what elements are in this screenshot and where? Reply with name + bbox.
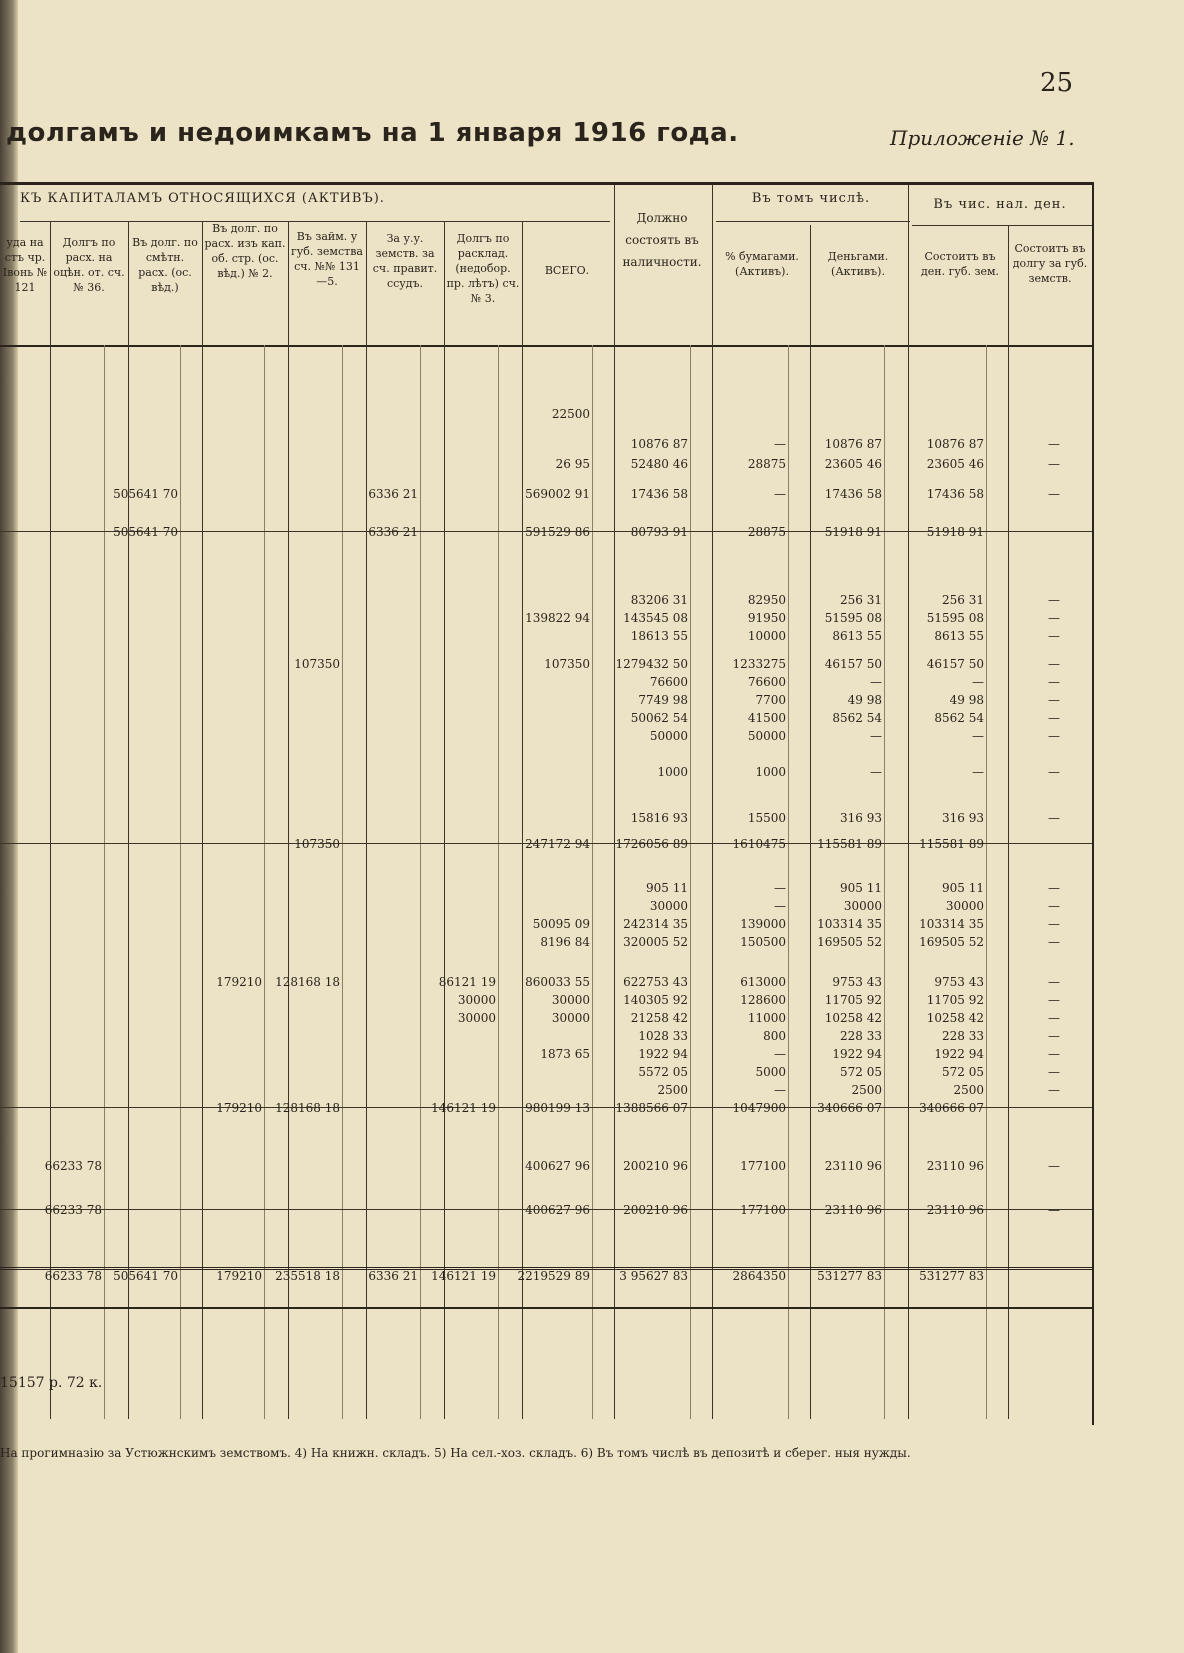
table-cell: 1047900 — [732, 1101, 786, 1115]
table-cell: 572 05 — [840, 1065, 882, 1079]
table-cell: 177100 — [740, 1203, 786, 1217]
header-col-h: ВСЕГО. — [544, 264, 590, 277]
table-cell: 22500 — [551, 407, 590, 421]
table-cell: 572 05 — [942, 1065, 984, 1079]
header-col-j: % бумагами. (Активъ). — [725, 250, 799, 278]
table-cell: 107350 — [294, 657, 340, 671]
table-cell: 80793 91 — [630, 525, 688, 539]
table-cell: 30000 — [945, 899, 984, 913]
table-cell: — — [1048, 1083, 1060, 1097]
header-col-d: Въ долг. по расх. изъ кап. об. стр. (ос. вѣд.) № 2. — [204, 222, 286, 280]
table-cell: — — [870, 765, 882, 779]
table-cell: — — [774, 899, 786, 913]
table-cell: 247172 94 — [525, 837, 590, 851]
table-cell: 49 98 — [949, 693, 984, 707]
table-cell: 28875 — [747, 525, 786, 539]
table-cell: — — [1048, 975, 1060, 989]
table-cell: 143545 08 — [623, 611, 688, 625]
table-cell: 76600 — [649, 675, 688, 689]
table-cell: 8562 54 — [934, 711, 984, 725]
header-col-f: За у.у. земств. за сч. правит. ссудъ. — [372, 232, 438, 290]
table-cell: — — [1048, 1159, 1060, 1173]
table-cell: 82950 — [747, 593, 786, 607]
table-cell: 86121 19 — [438, 975, 496, 989]
table-cell: 1726056 89 — [615, 837, 688, 851]
table-cell: 8196 84 — [540, 935, 590, 949]
table-cell: — — [774, 437, 786, 451]
table-cell: 1873 65 — [540, 1047, 590, 1061]
table-cell: 531277 83 — [919, 1269, 984, 1283]
table-cell: 200210 96 — [623, 1159, 688, 1173]
table-cell: — — [1048, 1065, 1060, 1079]
table-cell: 66233 78 — [44, 1159, 102, 1173]
table-cell: — — [1048, 917, 1060, 931]
table-cell: 569002 91 — [525, 487, 590, 501]
table-cell: — — [1048, 611, 1060, 625]
table-cell: — — [870, 675, 882, 689]
table-bottom-rule — [0, 1307, 1092, 1309]
table-cell: — — [1048, 729, 1060, 743]
table-cell: 200210 96 — [623, 1203, 688, 1217]
table-cell: 340666 07 — [919, 1101, 984, 1115]
table-cell: 235518 18 — [275, 1269, 340, 1283]
header-col-l: Состоитъ въ ден. губ. зем. — [920, 250, 1000, 278]
table-cell: 23110 96 — [824, 1203, 882, 1217]
table-cell: — — [1048, 693, 1060, 707]
header-col-b: Долгъ по расх. на оцѣн. от. сч. № 36. — [53, 236, 125, 294]
table-cell: 2864350 — [732, 1269, 786, 1283]
col-line — [614, 185, 615, 1419]
table-cell: 41500 — [747, 711, 786, 725]
header-col-i: Должно состоять въ наличности. — [622, 211, 702, 269]
table-cell: 905 11 — [646, 881, 688, 895]
header-col-m: Состоитъ въ долгу за губ. земств. — [1012, 242, 1088, 285]
table-cell: 613000 — [740, 975, 786, 989]
table-cell: 66233 78 — [44, 1269, 102, 1283]
table-cell: 30000 — [551, 993, 590, 1007]
table-cell: — — [1048, 437, 1060, 451]
table-cell: 228 33 — [942, 1029, 984, 1043]
table-cell: 256 31 — [840, 593, 882, 607]
table-cell: 26 95 — [555, 457, 590, 471]
col-line — [908, 185, 909, 1419]
table-cell: 1388566 07 — [615, 1101, 688, 1115]
table-cell: 115581 89 — [919, 837, 984, 851]
table-cell: 15816 93 — [630, 811, 688, 825]
table-cell: 169505 52 — [817, 935, 882, 949]
table-cell: 905 11 — [942, 881, 984, 895]
table-cell: 622753 43 — [623, 975, 688, 989]
table-cell: — — [1048, 487, 1060, 501]
table-cell: 228 33 — [840, 1029, 882, 1043]
ledger-table — [0, 182, 1094, 1425]
table-cell: 15500 — [747, 811, 786, 825]
table-cell: 76600 — [747, 675, 786, 689]
table-cell: 18613 55 — [630, 629, 688, 643]
table-cell: — — [1048, 1203, 1060, 1217]
table-cell: 8613 55 — [832, 629, 882, 643]
table-cell: 5000 — [755, 1065, 786, 1079]
table-cell: 2500 — [953, 1083, 984, 1097]
table-cell: 50062 54 — [630, 711, 688, 725]
table-cell: 51918 91 — [926, 525, 984, 539]
page-number: 25 — [1040, 68, 1074, 98]
table-cell: 23110 96 — [926, 1203, 984, 1217]
table-cell: 30000 — [551, 1011, 590, 1025]
table-cell: 46157 50 — [926, 657, 984, 671]
table-cell: 46157 50 — [824, 657, 882, 671]
table-cell: — — [1048, 811, 1060, 825]
table-cell: — — [972, 729, 984, 743]
header-group-of-which: Въ томъ числѣ. — [751, 191, 871, 206]
table-cell: 340666 07 — [817, 1101, 882, 1115]
table-cell: 179210 — [216, 975, 262, 989]
table-cell: 177100 — [740, 1159, 786, 1173]
table-cell: 17436 58 — [926, 487, 984, 501]
appendix-label: Приложенiе № 1. — [890, 126, 1075, 150]
table-cell: — — [1048, 657, 1060, 671]
table-cell: 30000 — [457, 1011, 496, 1025]
header-col-c: Въ долг. по смѣтн. расх. (ос. вѣд.) — [132, 236, 198, 294]
table-cell: 23605 46 — [926, 457, 984, 471]
table-cell: 146121 19 — [431, 1269, 496, 1283]
table-cell: 6336 21 — [368, 1269, 418, 1283]
table-cell: 51595 08 — [926, 611, 984, 625]
table-cell: — — [774, 881, 786, 895]
table-cell: 140305 92 — [623, 993, 688, 1007]
table-cell: 400627 96 — [525, 1203, 590, 1217]
table-cell: — — [1048, 765, 1060, 779]
table-cell: 10876 87 — [824, 437, 882, 451]
table-cell: 316 93 — [942, 811, 984, 825]
header-col-k: Деньгами. (Активъ). — [827, 250, 889, 278]
table-cell: 3 95627 83 — [619, 1269, 688, 1283]
table-cell: 11705 92 — [926, 993, 984, 1007]
table-cell: — — [1048, 675, 1060, 689]
table-cell: 1028 33 — [638, 1029, 688, 1043]
table-cell: 505641 70 — [113, 525, 178, 539]
table-cell: — — [774, 1083, 786, 1097]
table-cell: 30000 — [457, 993, 496, 1007]
table-cell: 1922 94 — [638, 1047, 688, 1061]
table-cell: — — [1048, 899, 1060, 913]
table-cell: 10258 42 — [824, 1011, 882, 1025]
table-cell: 21258 42 — [630, 1011, 688, 1025]
table-cell: 10876 87 — [630, 437, 688, 451]
table-cell: 400627 96 — [525, 1159, 590, 1173]
table-cell: 8562 54 — [832, 711, 882, 725]
table-cell: — — [774, 1047, 786, 1061]
table-cell: 10258 42 — [926, 1011, 984, 1025]
table-cell: — — [1048, 629, 1060, 643]
table-cell: 1233275 — [732, 657, 786, 671]
table-cell: — — [972, 675, 984, 689]
table-cell: — — [1048, 457, 1060, 471]
table-cell: 905 11 — [840, 881, 882, 895]
table-cell: 9753 43 — [832, 975, 882, 989]
table-cell: 17436 58 — [630, 487, 688, 501]
table-cell: 169505 52 — [919, 935, 984, 949]
table-cell: 28875 — [747, 457, 786, 471]
table-cell: 23110 96 — [926, 1159, 984, 1173]
header-col-g: Долгъ по расклад. (недобор. пр. лѣтъ) сч. № 3. — [446, 232, 520, 305]
table-cell: 115581 89 — [817, 837, 882, 851]
table-cell: 50000 — [747, 729, 786, 743]
table-cell: — — [870, 729, 882, 743]
table-cell: 66233 78 — [44, 1203, 102, 1217]
table-cell: 51595 08 — [824, 611, 882, 625]
table-cell: 107350 — [544, 657, 590, 671]
table-cell: 83206 31 — [630, 593, 688, 607]
table-cell: 91950 — [747, 611, 786, 625]
col-line — [712, 185, 713, 1419]
table-cell: 52480 46 — [630, 457, 688, 471]
header-col-a: уда на стъ чр. Iвонь № 121 — [2, 236, 48, 294]
table-cell: 860033 55 — [525, 975, 590, 989]
table-cell: 2500 — [851, 1083, 882, 1097]
table-cell: — — [1048, 593, 1060, 607]
header-bottom-rule — [0, 345, 1092, 347]
table-cell: 9753 43 — [934, 975, 984, 989]
table-cell: 128168 18 — [275, 1101, 340, 1115]
table-cell: — — [774, 487, 786, 501]
header-col-e: Въ займ. у губ. земства сч. №№ 131—5. — [291, 230, 363, 288]
table-cell: 49 98 — [847, 693, 882, 707]
table-cell: — — [1048, 881, 1060, 895]
table-cell: 23605 46 — [824, 457, 882, 471]
page-title: долгамъ и недоимкамъ на 1 января 1916 года. — [6, 118, 739, 148]
table-cell: 505641 70 — [113, 487, 178, 501]
table-cell: 242314 35 — [623, 917, 688, 931]
table-cell: 17436 58 — [824, 487, 882, 501]
table-cell: 316 93 — [840, 811, 882, 825]
footnotes: На прогимназiю за Устюжнскимъ земствомъ. 4) На книжн. складъ. 5) На сел.-хоз. складъ. 6) Въ томъ числѣ въ депозитѣ и сберег. ныя нужды. — [0, 1446, 911, 1460]
table-cell: — — [972, 765, 984, 779]
table-cell: 50095 09 — [532, 917, 590, 931]
table-cell: 256 31 — [942, 593, 984, 607]
table-cell: 1922 94 — [934, 1047, 984, 1061]
table-cell: 800 — [763, 1029, 786, 1043]
table-cell: 11000 — [747, 1011, 786, 1025]
table-cell: 11705 92 — [824, 993, 882, 1007]
table-cell: 30000 — [843, 899, 882, 913]
table-cell: 128168 18 — [275, 975, 340, 989]
table-cell: 2500 — [657, 1083, 688, 1097]
table-cell: 591529 86 — [525, 525, 590, 539]
table-cell: 320005 52 — [623, 935, 688, 949]
table-cell: — — [1048, 935, 1060, 949]
table-cell: 1000 — [755, 765, 786, 779]
header-group-assets: КЪ КАПИТАЛАМЪ ОТНОСЯЩИХСЯ (АКТИВЪ). — [20, 191, 385, 206]
table-cell: 6336 21 — [368, 525, 418, 539]
table-cell: 1279432 50 — [615, 657, 688, 671]
table-cell: 50000 — [649, 729, 688, 743]
table-cell: 139000 — [740, 917, 786, 931]
table-cell: 1922 94 — [832, 1047, 882, 1061]
table-cell: 103314 35 — [817, 917, 882, 931]
table-cell: 6336 21 — [368, 487, 418, 501]
table-cell: 139822 94 — [525, 611, 590, 625]
header-group-cash: Въ чис. нал. ден. — [933, 197, 1067, 212]
table-cell: 7700 — [755, 693, 786, 707]
header-rule-mid — [716, 221, 910, 222]
table-cell: 8613 55 — [934, 629, 984, 643]
table-cell: 51918 91 — [824, 525, 882, 539]
table-cell: 103314 35 — [919, 917, 984, 931]
table-cell: 150500 — [740, 935, 786, 949]
table-cell: 146121 19 — [431, 1101, 496, 1115]
table-cell: 128600 — [740, 993, 786, 1007]
table-cell: — — [1048, 1011, 1060, 1025]
table-cell: 980199 13 — [525, 1101, 590, 1115]
table-cell: 107350 — [294, 837, 340, 851]
table-cell: 23110 96 — [824, 1159, 882, 1173]
table-cell: 1000 — [657, 765, 688, 779]
table-cell: — — [1048, 711, 1060, 725]
table-cell: 10000 — [747, 629, 786, 643]
table-cell: — — [1048, 993, 1060, 1007]
table-cell: 505641 70 — [113, 1269, 178, 1283]
table-cell: 531277 83 — [817, 1269, 882, 1283]
table-cell: — — [1048, 1047, 1060, 1061]
table-cell: 10876 87 — [926, 437, 984, 451]
table-cell: 2219529 89 — [517, 1269, 590, 1283]
table-cell: 1610475 — [732, 837, 786, 851]
header-rule-right — [912, 225, 1092, 226]
table-cell: 179210 — [216, 1101, 262, 1115]
total-note: 15157 р. 72 к. — [0, 1375, 103, 1391]
table-cell: 30000 — [649, 899, 688, 913]
table-cell: — — [1048, 1029, 1060, 1043]
table-cell: 7749 98 — [638, 693, 688, 707]
table-cell: 179210 — [216, 1269, 262, 1283]
table-cell: 5572 05 — [638, 1065, 688, 1079]
